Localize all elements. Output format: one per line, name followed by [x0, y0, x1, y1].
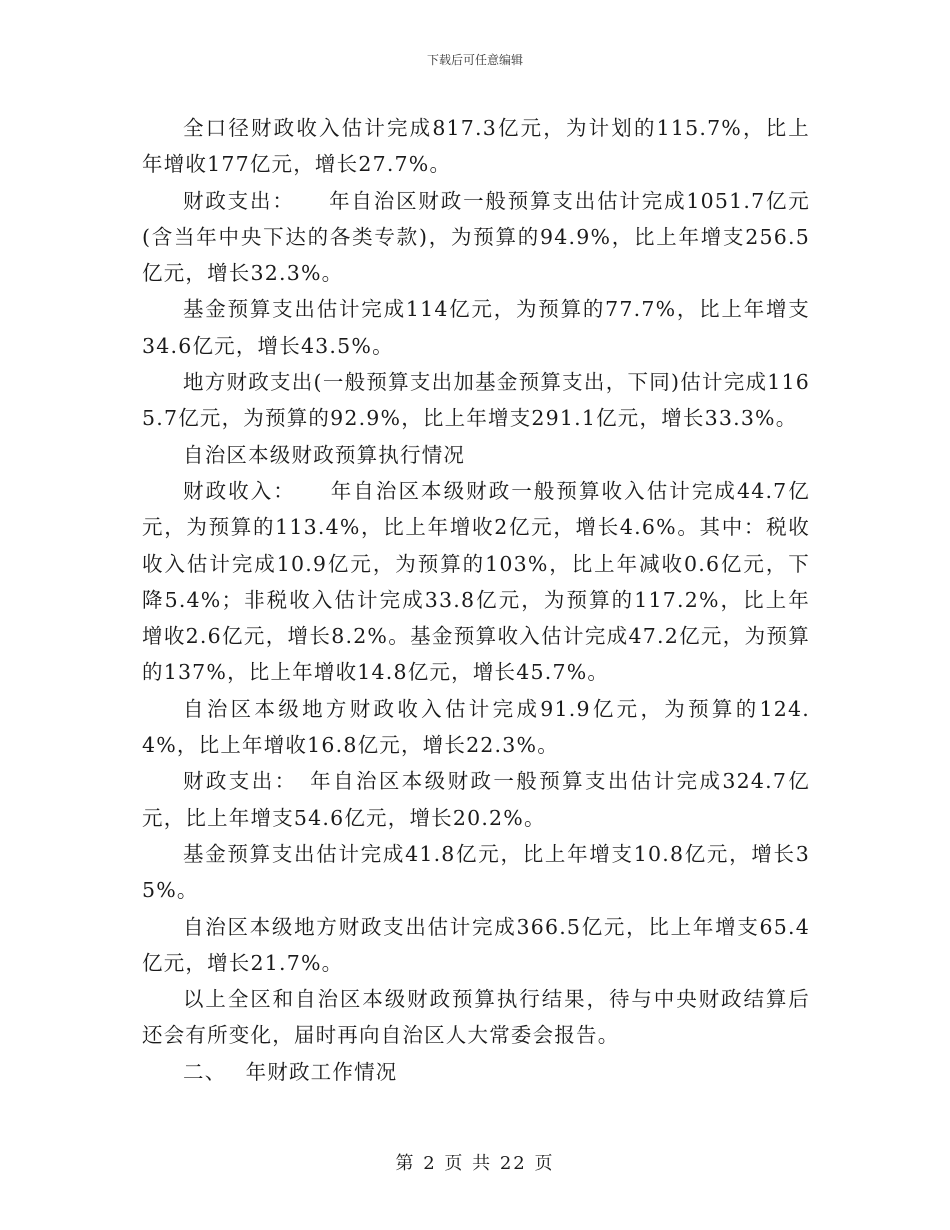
paragraph: 以上全区和自治区本级财政预算执行结果，待与中央财政结算后还会有所变化，届时再向自治区人大常委会报告。 [142, 987, 810, 1048]
page-header: 下载后可任意编辑 [426, 53, 523, 67]
page-number: 第 2 页 共 22 页 [395, 1153, 555, 1174]
paragraph: 自治区本级地方财政支出估计完成366.5亿元，比上年增支65.4亿元，增长21.7%。 [142, 914, 810, 975]
paragraph: 财政支出： 年自治区财政一般预算支出估计完成1051.7亿元(含当年中央下达的各类专款)，为预算的94.9%，比上年增支256.5亿元，增长32.3%。 [142, 188, 810, 286]
paragraph: 基金预算支出估计完成41.8亿元，比上年增支10.8亿元，增长35%。 [142, 841, 810, 903]
paragraph: 基金预算支出估计完成114亿元，为预算的77.7%，比上年增支34.6亿元，增长43.5%。 [142, 297, 810, 358]
paragraph: 自治区本级地方财政收入估计完成91.9亿元，为预算的124.4%，比上年增收16.8亿元，增长22.3%。 [142, 696, 810, 758]
section-heading: 自治区本级财政预算执行情况 [183, 442, 466, 467]
paragraph: 地方财政支出(一般预算支出加基金预算支出，下同)估计完成1165.7亿元，为预算的92.9%，比上年增支291.1亿元，增长33.3%。 [142, 370, 810, 431]
section-heading: 二、 年财政工作情况 [183, 1059, 398, 1084]
paragraph: 财政收入： 年自治区本级财政一般预算收入估计完成44.7亿元，为预算的113.4%，比上年增收2亿元，增长4.6%。其中：税收收入估计完成10.9亿元，为预算的103%，比上年减收0.6亿元，下降5.4%；非税收入估计完成33.8亿元，为预算的117.2%，比上年增收2.6亿元，增长8.2%。基金预算收入估计完成47.2亿元，为预算的137%，比上年增收14.8亿元，增长45.7%。 [142, 478, 810, 685]
paragraph: 财政支出： 年自治区本级财政一般预算支出估计完成324.7亿元，比上年增支54.6亿元，增长20.2%。 [142, 769, 810, 830]
paragraph: 全口径财政收入估计完成817.3亿元，为计划的115.7%，比上年增收177亿元，增长27.7%。 [142, 116, 810, 177]
document-body [142, 110, 810, 1090]
